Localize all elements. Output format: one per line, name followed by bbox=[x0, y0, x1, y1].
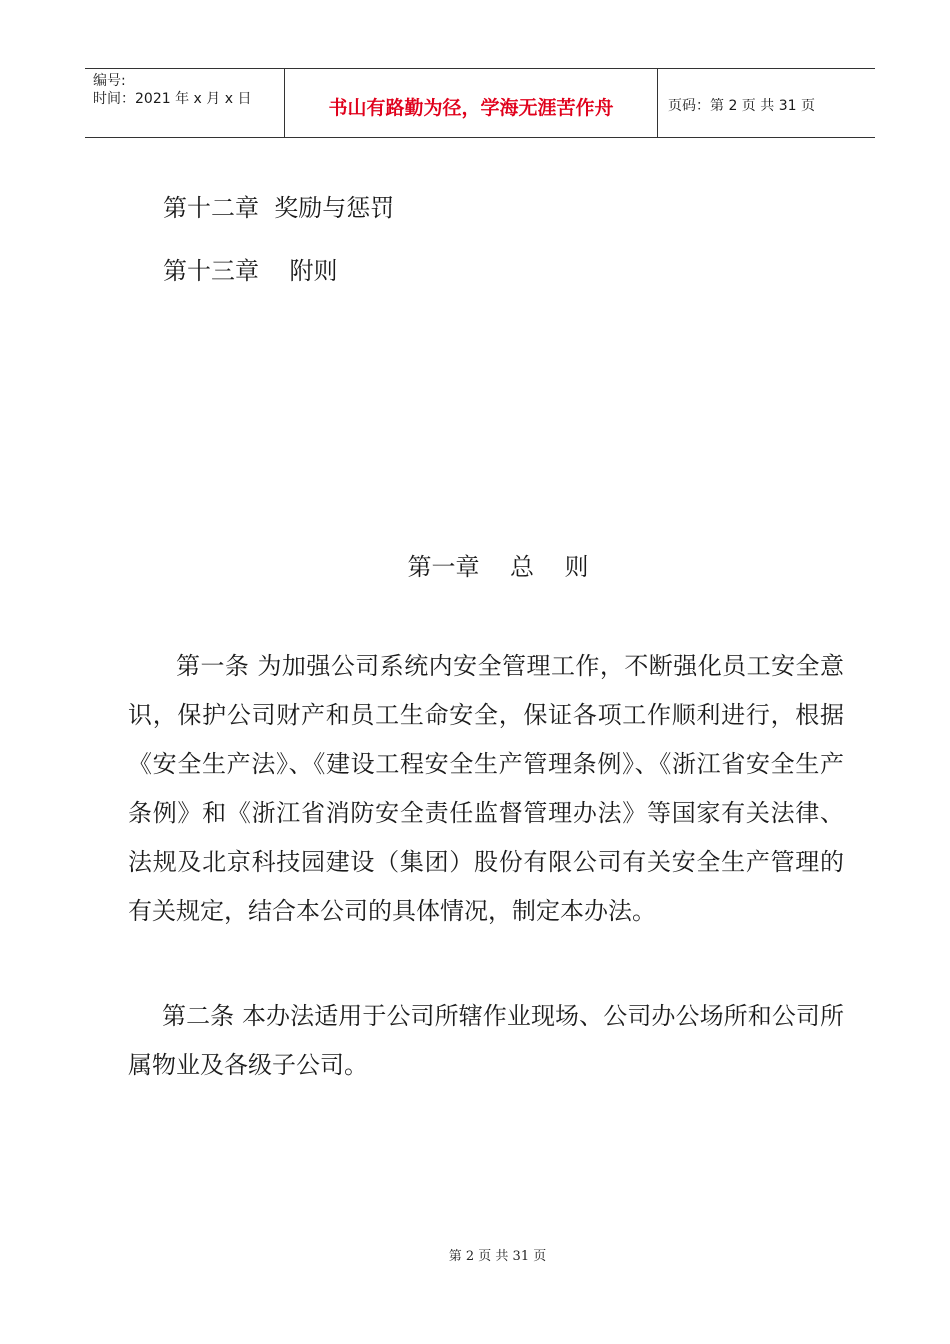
header-meta bbox=[85, 69, 285, 137]
document-number-label: 编号: bbox=[93, 73, 126, 89]
chapter-title: 第一章 总 则 bbox=[407, 553, 589, 581]
toc-item-chapter-13: 第十三章 附则 bbox=[163, 257, 338, 285]
header-motto: 书山有路勤为径，学海无涯苦作舟 bbox=[285, 69, 658, 137]
document-time-label: 时间：2021 年 x 月 x 日 bbox=[93, 91, 252, 107]
page-header bbox=[85, 68, 875, 138]
article-1: 第一条 为加强公司系统内安全管理工作，不断强化员工安全意识，保护公司财产和员工生命安全，保证各项工作顺利进行，根据《安全生产法》、《建设工程安全生产管理条例》、《浙江省安全生产条例》和《浙江省消防安全责任监督管理办法》等国家有关法律、法规及北京科技园建设（集团）股份有限公司有关安全生产管理的有关规定，结合本公司的具体情况，制定本办法。 bbox=[128, 652, 844, 925]
page-footer: 第 2 页 共 31 页 bbox=[448, 1249, 547, 1264]
header-page-number: 页码：第 2 页 共 31 页 bbox=[668, 98, 815, 114]
article-2: 第二条 本办法适用于公司所辖作业现场、公司办公场所和公司所属物业及各级子公司。 bbox=[128, 1002, 844, 1079]
toc-item-chapter-12: 第十二章 奖励与惩罚 bbox=[163, 194, 395, 222]
